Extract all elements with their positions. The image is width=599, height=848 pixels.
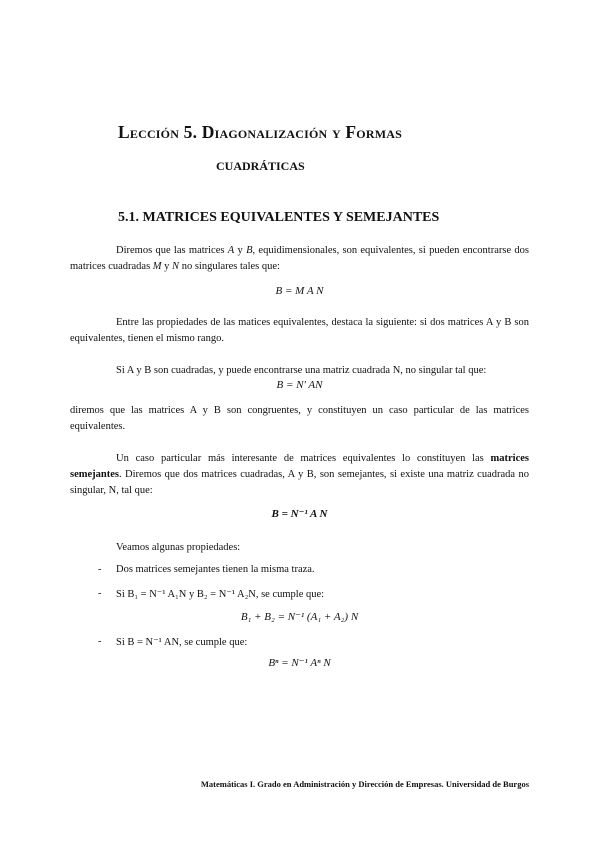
paragraph-similar-definition xyxy=(70,451,529,499)
bullet-item-sum: Si B₁ = N⁻¹ A₁N y B₂ = N⁻¹ A₂N, se cumple que: xyxy=(116,589,325,600)
equation-sum: B₁ + B₂ = N⁻¹ (A₁ + A₂) N xyxy=(240,611,359,623)
paragraph-equivalent-definition xyxy=(70,243,529,275)
paragraph-congruent-condition: Si A y B son cuadradas, y puede encontrarse una matriz cuadrada N, no singular tal que: xyxy=(116,365,487,376)
bullet-dash: - xyxy=(98,564,102,575)
para1-matrix-a: A xyxy=(227,245,235,256)
paragraph-equivalent-property: Entre las propiedades de las matices equivalentes, destaca la siguiente: si dos matrices A y B son equivalentes, tienen el mismo rango. xyxy=(70,317,529,344)
section-heading: 5.1. MATRICES EQUIVALENTES Y SEMEJANTES xyxy=(118,210,440,225)
equation-similarity: B = N⁻¹ A N xyxy=(271,508,328,520)
bullet-item-power: Si B = N⁻¹ AN, se cumple que: xyxy=(116,637,248,648)
equation-equivalence: B = M A N xyxy=(275,285,324,297)
bullet-dash: - xyxy=(98,636,102,647)
para5-text-b: . Diremos que dos matrices cuadradas, A y B, son semejantes, si existe una matriz cuadrada no singular, N, tal que: xyxy=(70,469,529,496)
para5-text-a: Un caso particular más interesante de matrices equivalentes lo constituyen las xyxy=(116,453,491,464)
equation-congruence: B = N' AN xyxy=(276,379,323,391)
para1-text-b: , equidimensionales, son equivalentes, si pueden encontrarse dos matrices cuadradas xyxy=(70,245,530,272)
lesson-title-line1: Lección 5. Diagonalización y Formas xyxy=(118,122,402,142)
equation-power: Bⁿ = N⁻¹ Aⁿ N xyxy=(268,657,331,669)
para5-bold-term: matrices semejantes xyxy=(70,453,529,480)
bullet-dash: - xyxy=(98,588,102,599)
para1-matrix-b: B xyxy=(246,245,253,256)
page-footer: Matemáticas I. Grado en Administración y Dirección de Empresas. Universidad de Burgos xyxy=(200,779,529,789)
paragraph-properties-intro: Veamos algunas propiedades: xyxy=(116,542,241,553)
para1-text-y2: y xyxy=(161,261,173,272)
para1-text-a: Diremos que las matrices xyxy=(116,245,228,256)
para1-matrix-m: M xyxy=(152,261,162,272)
paragraph-congruent-definition: diremos que las matrices A y B son congruentes, y constituyen un caso particular de las matrices equivalentes. xyxy=(70,405,529,432)
para1-text-c: no singulares tales que: xyxy=(179,261,280,272)
para1-matrix-n: N xyxy=(172,261,180,272)
bullet-item-trace: Dos matrices semejantes tienen la misma traza. xyxy=(116,564,315,575)
lesson-title-line2: cuadráticas xyxy=(216,154,305,174)
para1-text-y1: y xyxy=(234,245,247,256)
